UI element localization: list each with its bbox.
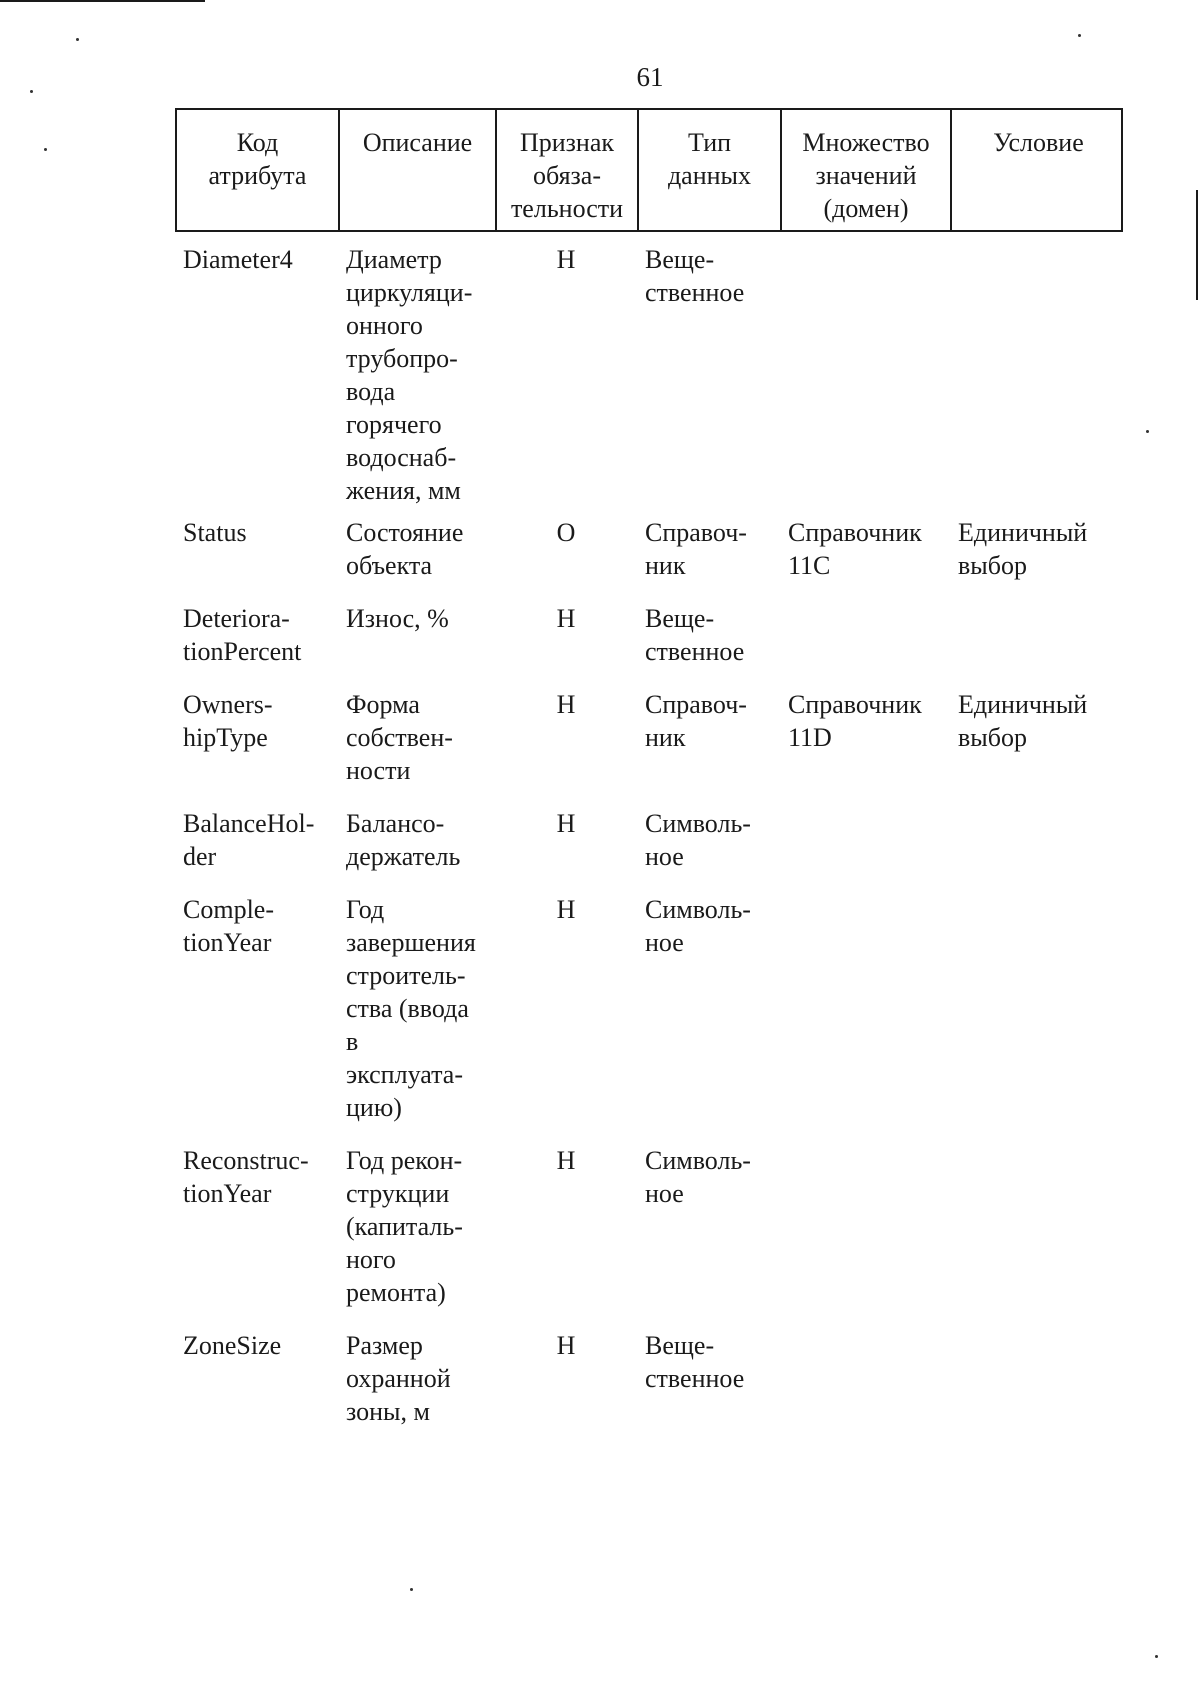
cell-domain: Справочник 11C: [788, 518, 922, 580]
cell-description: Состояние объекта: [346, 518, 464, 580]
cell-description: Форма собствен- ности: [346, 690, 453, 785]
scan-speck: [1155, 1655, 1158, 1658]
cell-required: Н: [556, 245, 576, 274]
cell-code: Owners- hipType: [183, 690, 273, 752]
cell-condition: [950, 243, 1123, 516]
cell-required: Н: [556, 1146, 576, 1175]
scan-edge-line: [1196, 190, 1198, 300]
scan-speck: [44, 148, 47, 151]
cell-required: Н: [556, 604, 576, 633]
table-row: [175, 1329, 1123, 1439]
cell-required: Н: [556, 809, 576, 838]
cell-code: BalanceHol- der: [183, 809, 315, 871]
cell-required: Н: [556, 1331, 576, 1360]
table-header: [175, 108, 1123, 232]
table-row: [175, 516, 1123, 602]
cell-code: Reconstruc- tionYear: [183, 1146, 309, 1208]
cell-condition: [950, 807, 1123, 893]
table-row: [175, 243, 1123, 516]
cell-domain: [780, 1329, 950, 1439]
cell-type: Справоч- ник: [645, 690, 747, 752]
cell-code: ZoneSize: [183, 1331, 282, 1360]
cell-domain: [780, 1144, 950, 1329]
cell-type: Символь- ное: [645, 809, 751, 871]
cell-code: Diameter4: [183, 245, 293, 274]
scan-speck: [1146, 430, 1149, 433]
table-row: [175, 807, 1123, 893]
cell-domain: [780, 602, 950, 688]
cell-code: Status: [183, 518, 247, 547]
cell-condition: [950, 602, 1123, 688]
scan-speck: [410, 1588, 413, 1591]
header-domain: Множество значений (домен): [782, 110, 952, 230]
cell-condition: Единичный выбор: [958, 690, 1088, 752]
cell-description: Год рекон- струкции (капиталь- ного ремонта): [346, 1146, 463, 1307]
cell-type: Веще- ственное: [645, 604, 745, 666]
scan-speck: [1078, 34, 1081, 37]
cell-code: Comple- tionYear: [183, 895, 274, 957]
table-row: [175, 688, 1123, 807]
cell-domain: Справочник 11D: [788, 690, 922, 752]
cell-domain: [780, 807, 950, 893]
cell-description: Износ, %: [346, 604, 449, 633]
header-attribute-code: Код атрибута: [177, 110, 340, 230]
cell-description: Год завершения строитель- ства (ввода в эксплуата- цию): [346, 895, 476, 1122]
header-required: Признак обяза- тельности: [497, 110, 639, 230]
cell-type: Веще- ственное: [645, 1331, 745, 1393]
cell-type: Веще- ственное: [645, 245, 745, 307]
cell-condition: [950, 1144, 1123, 1329]
header-description: Описание: [340, 110, 497, 230]
cell-description: Диаметр циркуляци- онного трубопро- вода горячего водоснаб- жения, мм: [346, 245, 473, 505]
page-number: 61: [636, 62, 664, 92]
cell-code: Deteriora- tionPercent: [183, 604, 302, 666]
cell-required: О: [556, 518, 576, 547]
scan-speck: [76, 38, 79, 41]
cell-domain: [780, 893, 950, 1144]
table-row: [175, 602, 1123, 688]
cell-type: Символь- ное: [645, 895, 751, 957]
cell-required: Н: [556, 690, 576, 719]
header-data-type: Тип данных: [639, 110, 782, 230]
cell-type: Справоч- ник: [645, 518, 747, 580]
cell-condition: [950, 893, 1123, 1144]
table-row: [175, 1144, 1123, 1329]
header-condition: Условие: [993, 128, 1084, 157]
scan-edge-line: [0, 0, 205, 2]
table-row: [175, 893, 1123, 1144]
cell-description: Размер охранной зоны, м: [346, 1331, 451, 1426]
cell-description: Балансо- держатель: [346, 809, 461, 871]
table-body: [175, 243, 1123, 1439]
cell-domain: [780, 243, 950, 516]
cell-required: Н: [556, 895, 576, 924]
cell-condition: Единичный выбор: [958, 518, 1088, 580]
cell-condition: [950, 1329, 1123, 1439]
cell-type: Символь- ное: [645, 1146, 751, 1208]
